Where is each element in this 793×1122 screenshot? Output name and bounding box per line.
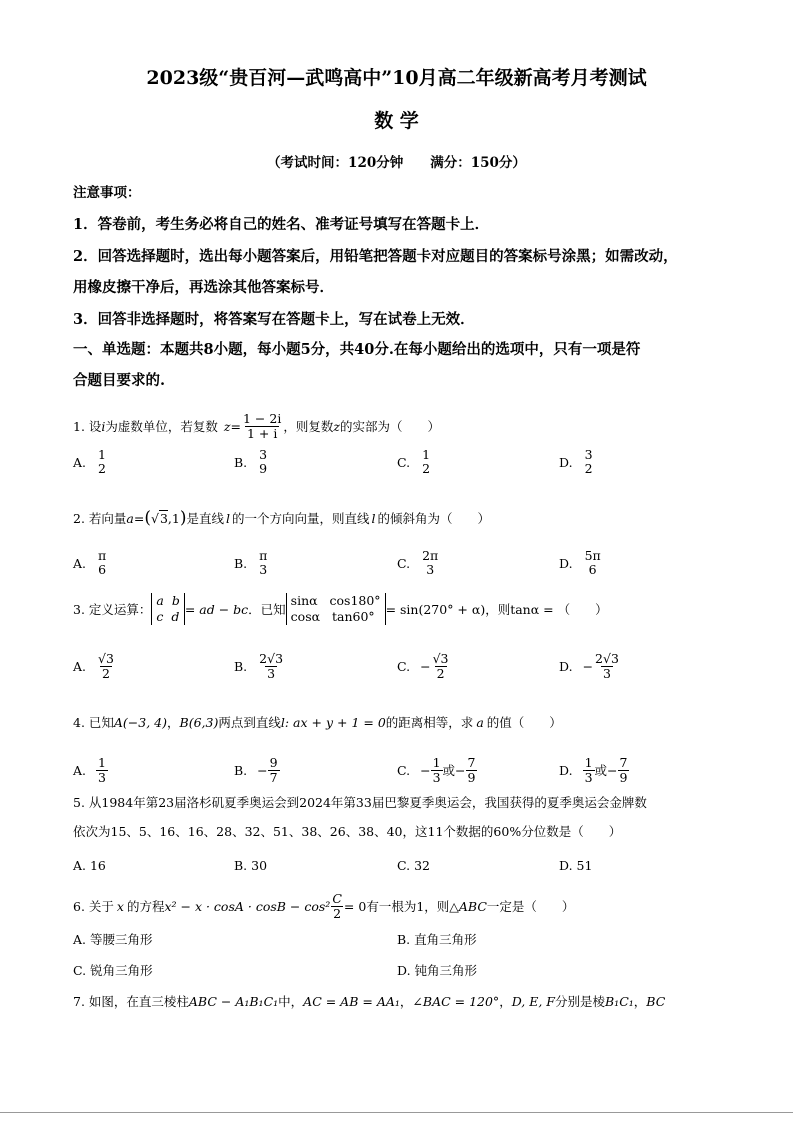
q3-option-d[interactable]: D. − $\frac{2√3}{3}$ (559, 650, 619, 681)
q5-option-c[interactable]: C. 32 (397, 858, 430, 873)
question-7: 7. 如图，在直三棱柱ABC − A₁B₁C₁中，AC = AB = AA₁，∠BAC = 120°，D, E, F分别是棱B₁C₁，BC (73, 994, 666, 1009)
subject-title: 数 学 (374, 110, 419, 132)
q6-option-d[interactable]: D. 钝角三角形 (397, 963, 478, 978)
q1-fraction: $\frac{1 - 2i}{1 + i}$ (243, 410, 282, 441)
question-1: 1. 设 i 为虚数单位，若复数 z = $\frac{1 - 2i}{1 + i}$ ，则复数 z 的实部为（ ） (73, 410, 440, 441)
exam-info: （考试时间：120分钟 满分：150分） (267, 155, 526, 171)
question-5-line1: 5. 从1984年第23届洛杉矶夏季奥运会到2024年第33届巴黎夏季奥运会，我国获得的夏季奥运会金牌数 (73, 795, 647, 810)
section-heading-line1: 一、单选题：本题共8小题，每小题5分，共40分.在每小题给出的选项中，只有一项是符 (73, 341, 641, 358)
q3-option-c[interactable]: C. − $\frac{√3}{2}$ (397, 650, 449, 681)
note-2-line2: 用橡皮擦干净后，再选涂其他答案标号． (73, 279, 334, 296)
q3-option-a[interactable]: A. $\frac{√3}{2}$ (73, 650, 114, 681)
note-3: 3．回答非选择题时，将答案写在答题卡上，写在试卷上无效． (73, 311, 475, 328)
q1-option-a[interactable]: A. 1 2 (73, 447, 106, 476)
q5-option-b[interactable]: B. 30 (234, 858, 268, 873)
notes-heading: 注意事项： (73, 185, 141, 201)
q3-option-b[interactable]: B. $\frac{2√3}{3}$ (234, 650, 284, 681)
q4-option-d[interactable]: D. $\frac{1}{3}$ 或 − $\frac{7}{9}$ (559, 754, 628, 785)
q5-option-d[interactable]: D. 51 (559, 858, 593, 873)
question-2: 2. 若向量 a = ( √ 3 ,1 ) 是直线 l 的一个方向向量，则直线 l 的倾斜角为（ ） (73, 508, 491, 528)
q4-option-c[interactable]: C. − $\frac{1}{3}$ 或 − $\frac{7}{9}$ (397, 754, 476, 785)
q6-option-c[interactable]: C. 锐角三角形 (73, 963, 153, 978)
q2-option-d[interactable]: D. 5π 6 (559, 548, 601, 577)
q2-option-a[interactable]: A. π 6 (73, 548, 107, 577)
q1-option-b[interactable]: B. 3 9 (234, 447, 268, 476)
q3-given-determinant: sinα cos180° cosα tan60° (286, 593, 386, 624)
q1-option-d[interactable]: D. 3 2 (559, 447, 593, 476)
q5-option-a[interactable]: A. 16 (73, 858, 106, 873)
q6-option-b[interactable]: B. 直角三角形 (397, 932, 477, 947)
note-1: 1．答卷前，考生务必将自己的姓名、准考证号填写在答题卡上． (73, 216, 490, 233)
q4-option-a[interactable]: A. $\frac{1}{3}$ (73, 754, 106, 785)
page-bottom-divider (0, 1112, 793, 1113)
question-5-line2: 依次为15、5、16、16、28、32、51、38、26、38、40，这11个数据的60%分位数是（ ） (73, 824, 622, 839)
q1-option-c[interactable]: C. 1 2 (397, 447, 431, 476)
q4-option-b[interactable]: B. − $\frac{9}{7}$ (234, 754, 278, 785)
q3-definition-determinant: a b c d (151, 593, 184, 624)
q6-option-a[interactable]: A. 等腰三角形 (73, 932, 153, 947)
section-heading-line2: 合题目要求的. (73, 372, 166, 389)
question-6: 6. 关于 x 的方程 x² − x · cosA · cosB − cos² $\frac{C}{2}$ = 0 有一根为1，则 △ABC 一定是（ ） (73, 890, 575, 921)
q2-option-b[interactable]: B. π 3 (234, 548, 268, 577)
q2-option-c[interactable]: C. 2π 3 (397, 548, 439, 577)
question-3: 3. 定义运算： a b c d = ad − bc ．已知 sinα cos180° cosα tan60° = sin(270° + α) ，则tanα = （ ） (73, 593, 608, 624)
exam-title: 2023级“贵百河—武鸣高中”10月高二年级新高考月考测试 (146, 67, 647, 89)
note-2-line1: 2．回答选择题时，选出每小题答案后，用铅笔把答题卡对应题目的答案标号涂黑；如需改动， (73, 248, 678, 265)
question-4: 4. 已知 A(−3, 4) ， B(6,3) 两点到直线 l: ax + y + 1 = 0 的距离相等，求 a 的值（ ） (73, 714, 562, 730)
